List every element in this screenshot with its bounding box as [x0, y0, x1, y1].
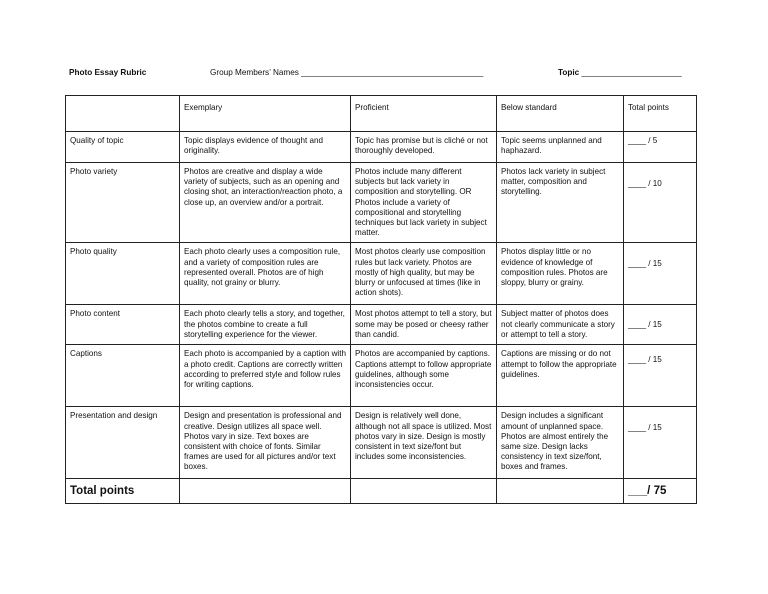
criterion-cell: Captions [66, 345, 180, 407]
points-cell: ____ / 10 [624, 163, 697, 243]
exemplary-cell: Each photo clearly uses a composition rule, and a variety of composition rules are represented overall. Photos are of high quality, not grainy or blurry. [180, 243, 351, 305]
criterion-cell: Quality of topic [66, 132, 180, 163]
exemplary-cell: Each photo clearly tells a story, and together, the photos combine to create a full storytelling experience for the viewer. [180, 305, 351, 345]
table-row [66, 345, 697, 407]
table-row [66, 305, 697, 345]
proficient-cell: Topic has promise but is cliché or not thoroughly developed. [351, 132, 497, 163]
points-cell: ____ / 15 [624, 243, 697, 305]
total-row [66, 479, 697, 504]
points-cell: ____ / 15 [624, 305, 697, 345]
criterion-cell: Presentation and design [66, 407, 180, 479]
below-standard-cell: Topic seems unplanned and haphazard. [497, 132, 624, 163]
empty-cell [497, 479, 624, 504]
empty-cell [180, 479, 351, 504]
exemplary-cell: Topic displays evidence of thought and originality. [180, 132, 351, 163]
column-header-exemplary: Exemplary [180, 96, 351, 132]
topic-field [558, 68, 682, 77]
table-row [66, 163, 697, 243]
column-header-total-points: Total points [624, 96, 697, 132]
empty-cell [351, 479, 497, 504]
table-row [66, 407, 697, 479]
document-title: Photo Essay Rubric [69, 68, 147, 77]
below-standard-cell: Captions are missing or do not attempt to follow the appropriate guidelines. [497, 345, 624, 407]
column-header-proficient: Proficient [351, 96, 497, 132]
rubric-table [65, 95, 697, 504]
proficient-cell: Design is relatively well done, although not all space is utilized. Most photos vary in size. Design is mostly consistent in text size/font but includes some inconsistencies. [351, 407, 497, 479]
total-points-cell: ___/ 75 [624, 479, 697, 504]
below-standard-cell: Design includes a significant amount of unplanned space. Photos are almost entirely the same size. Design lacks consistency in text size/font, boxes and frames. [497, 407, 624, 479]
table-row [66, 132, 697, 163]
criterion-cell: Photo variety [66, 163, 180, 243]
below-standard-cell: Photos display little or no evidence of knowledge of composition rules. Photos are sloppy, blurry or grainy. [497, 243, 624, 305]
below-standard-cell: Photos lack variety in subject matter, composition and storytelling. [497, 163, 624, 243]
points-cell: ____ / 5 [624, 132, 697, 163]
group-members-field: Group Members’ Names ________________________________________ [210, 68, 484, 77]
proficient-cell: Photos include many different subjects but lack variety in composition and storytelling. OR Photos include a variety of compositional and storytelling techniques but lack variety in subject matter. [351, 163, 497, 243]
proficient-cell: Most photos attempt to tell a story, but some may be posed or cheesy rather than candid. [351, 305, 497, 345]
points-cell: ____ / 15 [624, 407, 697, 479]
table-header-row [66, 96, 697, 132]
criterion-cell: Photo quality [66, 243, 180, 305]
exemplary-cell: Each photo is accompanied by a caption with a photo credit. Captions are correctly written according to preferred style and follow rules for writing captions. [180, 345, 351, 407]
column-header-below-standard: Below standard [497, 96, 624, 132]
criterion-cell: Photo content [66, 305, 180, 345]
topic-blank: ______________________ [581, 68, 682, 77]
exemplary-cell: Photos are creative and display a wide variety of subjects, such as an opening and closing shot, an interaction/reaction photo, a close up, an overview and/or a portrait. [180, 163, 351, 243]
rubric-header [0, 68, 768, 82]
below-standard-cell: Subject matter of photos does not clearly communicate a story or attempt to tell a story. [497, 305, 624, 345]
column-header-criterion [66, 96, 180, 132]
points-cell: ____ / 15 [624, 345, 697, 407]
total-label: Total points [66, 479, 180, 504]
proficient-cell: Most photos clearly use composition rules but lack variety. Photos are mostly of high quality, but may be blurry or unfocused at times (like in action shots). [351, 243, 497, 305]
exemplary-cell: Design and presentation is professional and creative. Design utilizes all space well. Photos vary in size. Text boxes are consistent with choice of fonts. Similar frames are used for all pictures and/or text boxes. [180, 407, 351, 479]
topic-label: Topic [558, 68, 580, 77]
table-row [66, 243, 697, 305]
proficient-cell: Photos are accompanied by captions. Captions attempt to follow appropriate guidelines, although some inconsistencies occur. [351, 345, 497, 407]
